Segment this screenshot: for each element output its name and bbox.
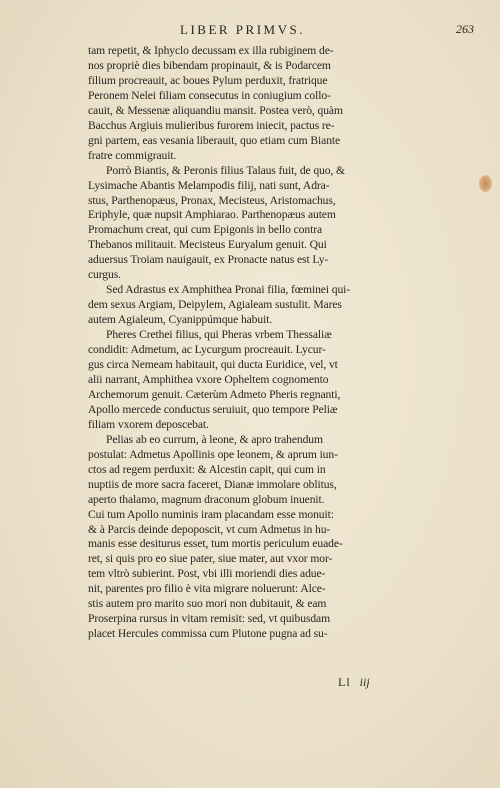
text-line: fratre commigrauit.: [88, 148, 177, 162]
text-line: Promachum creat, qui cum Epigonis in bello contra: [88, 223, 323, 237]
text-line: Thebanos militauit. Mecisteus Euryalum genuit. Qui: [88, 238, 327, 252]
text-line: cauit, & Messenæ aliquandiu mansit. Postea verò, quàm: [88, 103, 343, 117]
paragraph-1: [88, 44, 460, 164]
page-header: [80, 22, 480, 40]
text-line: & à Parcis deinde depoposcit, vt cum Admetus in hu-: [88, 522, 331, 536]
text-line: Cui tum Apollo numinis iram placandam esse monuit:: [88, 507, 334, 521]
text-line: Peronem Nelei filiam consecutus in coniugium collo-: [88, 88, 331, 102]
text-line: Pheres Crethei filius, qui Pheras vrbem Thessaliæ: [106, 328, 332, 342]
paper-stain: [479, 175, 492, 192]
text-line: gni partem, eas vesania liberauit, quo etiam cum Biante: [88, 133, 341, 147]
text-line: nuptiis de more sacra faceret, Dianæ immolare oblitus,: [88, 477, 337, 491]
text-line: nos propriè dies bibendam propinauit, & is Podarcem: [88, 58, 331, 72]
text-line: stus, Parthenopæus, Pronax, Mecisteus, Aristomachus,: [88, 193, 336, 207]
text-line: ctos ad regem perduxit: & Alcestin capit, qui cum in: [88, 462, 326, 476]
running-title: LIBER PRIMVS.: [180, 22, 305, 37]
text-line: autem Agialeum, Cyanippúmque habuit.: [88, 313, 273, 327]
paragraph-2: [88, 164, 460, 284]
text-line: Archemorum genuit. Cæterùm Admeto Pheris regnanti,: [88, 387, 341, 401]
text-line: alii narrant, Amphithea vxore Opheltem cognomento: [88, 372, 329, 386]
signature-number: iij: [359, 675, 370, 689]
signature-mark: [338, 675, 370, 690]
text-line: manis esse desiturus esset, tum mortis periculum euade-: [88, 537, 343, 551]
text-line: Lysimache Abantis Melampodis filij, nati sunt, Adra-: [88, 178, 330, 192]
text-line: tem vltrò subierint. Post, vbi illi moriendi dies adue-: [88, 567, 326, 581]
text-line: Proserpina rursus in vitam remisit: sed, vt quibusdam: [88, 612, 331, 626]
paragraph-3: [88, 283, 460, 328]
text-line: condidit: Admetum, ac Lycurgum procreauit. Lycur-: [88, 343, 326, 357]
text-line: filium procreauit, ac boues Pylum perduxit, fratrique: [88, 73, 328, 87]
text-line: Porrò Biantis, & Peronis filius Talaus fuit, de quo, &: [106, 163, 345, 177]
text-line: Sed Adrastus ex Amphithea Pronai filia, fœminei qui-: [106, 283, 351, 297]
text-line: postulat: Admetus Apollinis ope leonem, & aprum iun-: [88, 447, 338, 461]
text-line: stis autem pro marito suo mori non dubitauit, & eam: [88, 597, 327, 611]
text-line: aduersus Troiam nauigauit, ex Pronacte natus est Ly-: [88, 253, 329, 267]
paragraph-4: [88, 328, 460, 433]
signature-letters: Ll: [338, 675, 351, 689]
text-line: placet Hercules commissa cum Plutone pugna ad su-: [88, 627, 328, 641]
main-text: [88, 44, 460, 642]
text-line: ret, si quis pro eo siue pater, siue mater, aut vxor mor-: [88, 552, 333, 566]
page-number: 263: [456, 22, 474, 36]
text-line: filiam vxorem deposcebat.: [88, 417, 209, 431]
text-line: Bacchus Argiuis mulieribus furorem iniecit, pactus re-: [88, 118, 335, 132]
text-line: gus circa Nemeam habitauit, qui ducta Euridice, vel, vt: [88, 358, 338, 372]
paragraph-5: [88, 433, 460, 642]
text-line: tam repetit, & Iphyclo decussam ex illa rubiginem de-: [88, 44, 334, 57]
text-line: curgus.: [88, 268, 121, 282]
text-line: aperto thalamo, magnum draconum globum inuenit.: [88, 492, 325, 506]
text-line: nit, parentes pro filio è vita migrare noluerunt: Alce-: [88, 582, 326, 596]
text-line: Apollo mercede conductus seruiuit, quo tempore Peliæ: [88, 402, 338, 416]
text-line: Eriphyle, quæ nupsit Amphiarao. Parthenopæus autem: [88, 208, 336, 222]
text-line: dem sexus Argiam, Deipylem, Agialeam sustulit. Mares: [88, 298, 342, 312]
text-line: Pelias ab eo currum, à leone, & apro trahendum: [106, 432, 323, 446]
